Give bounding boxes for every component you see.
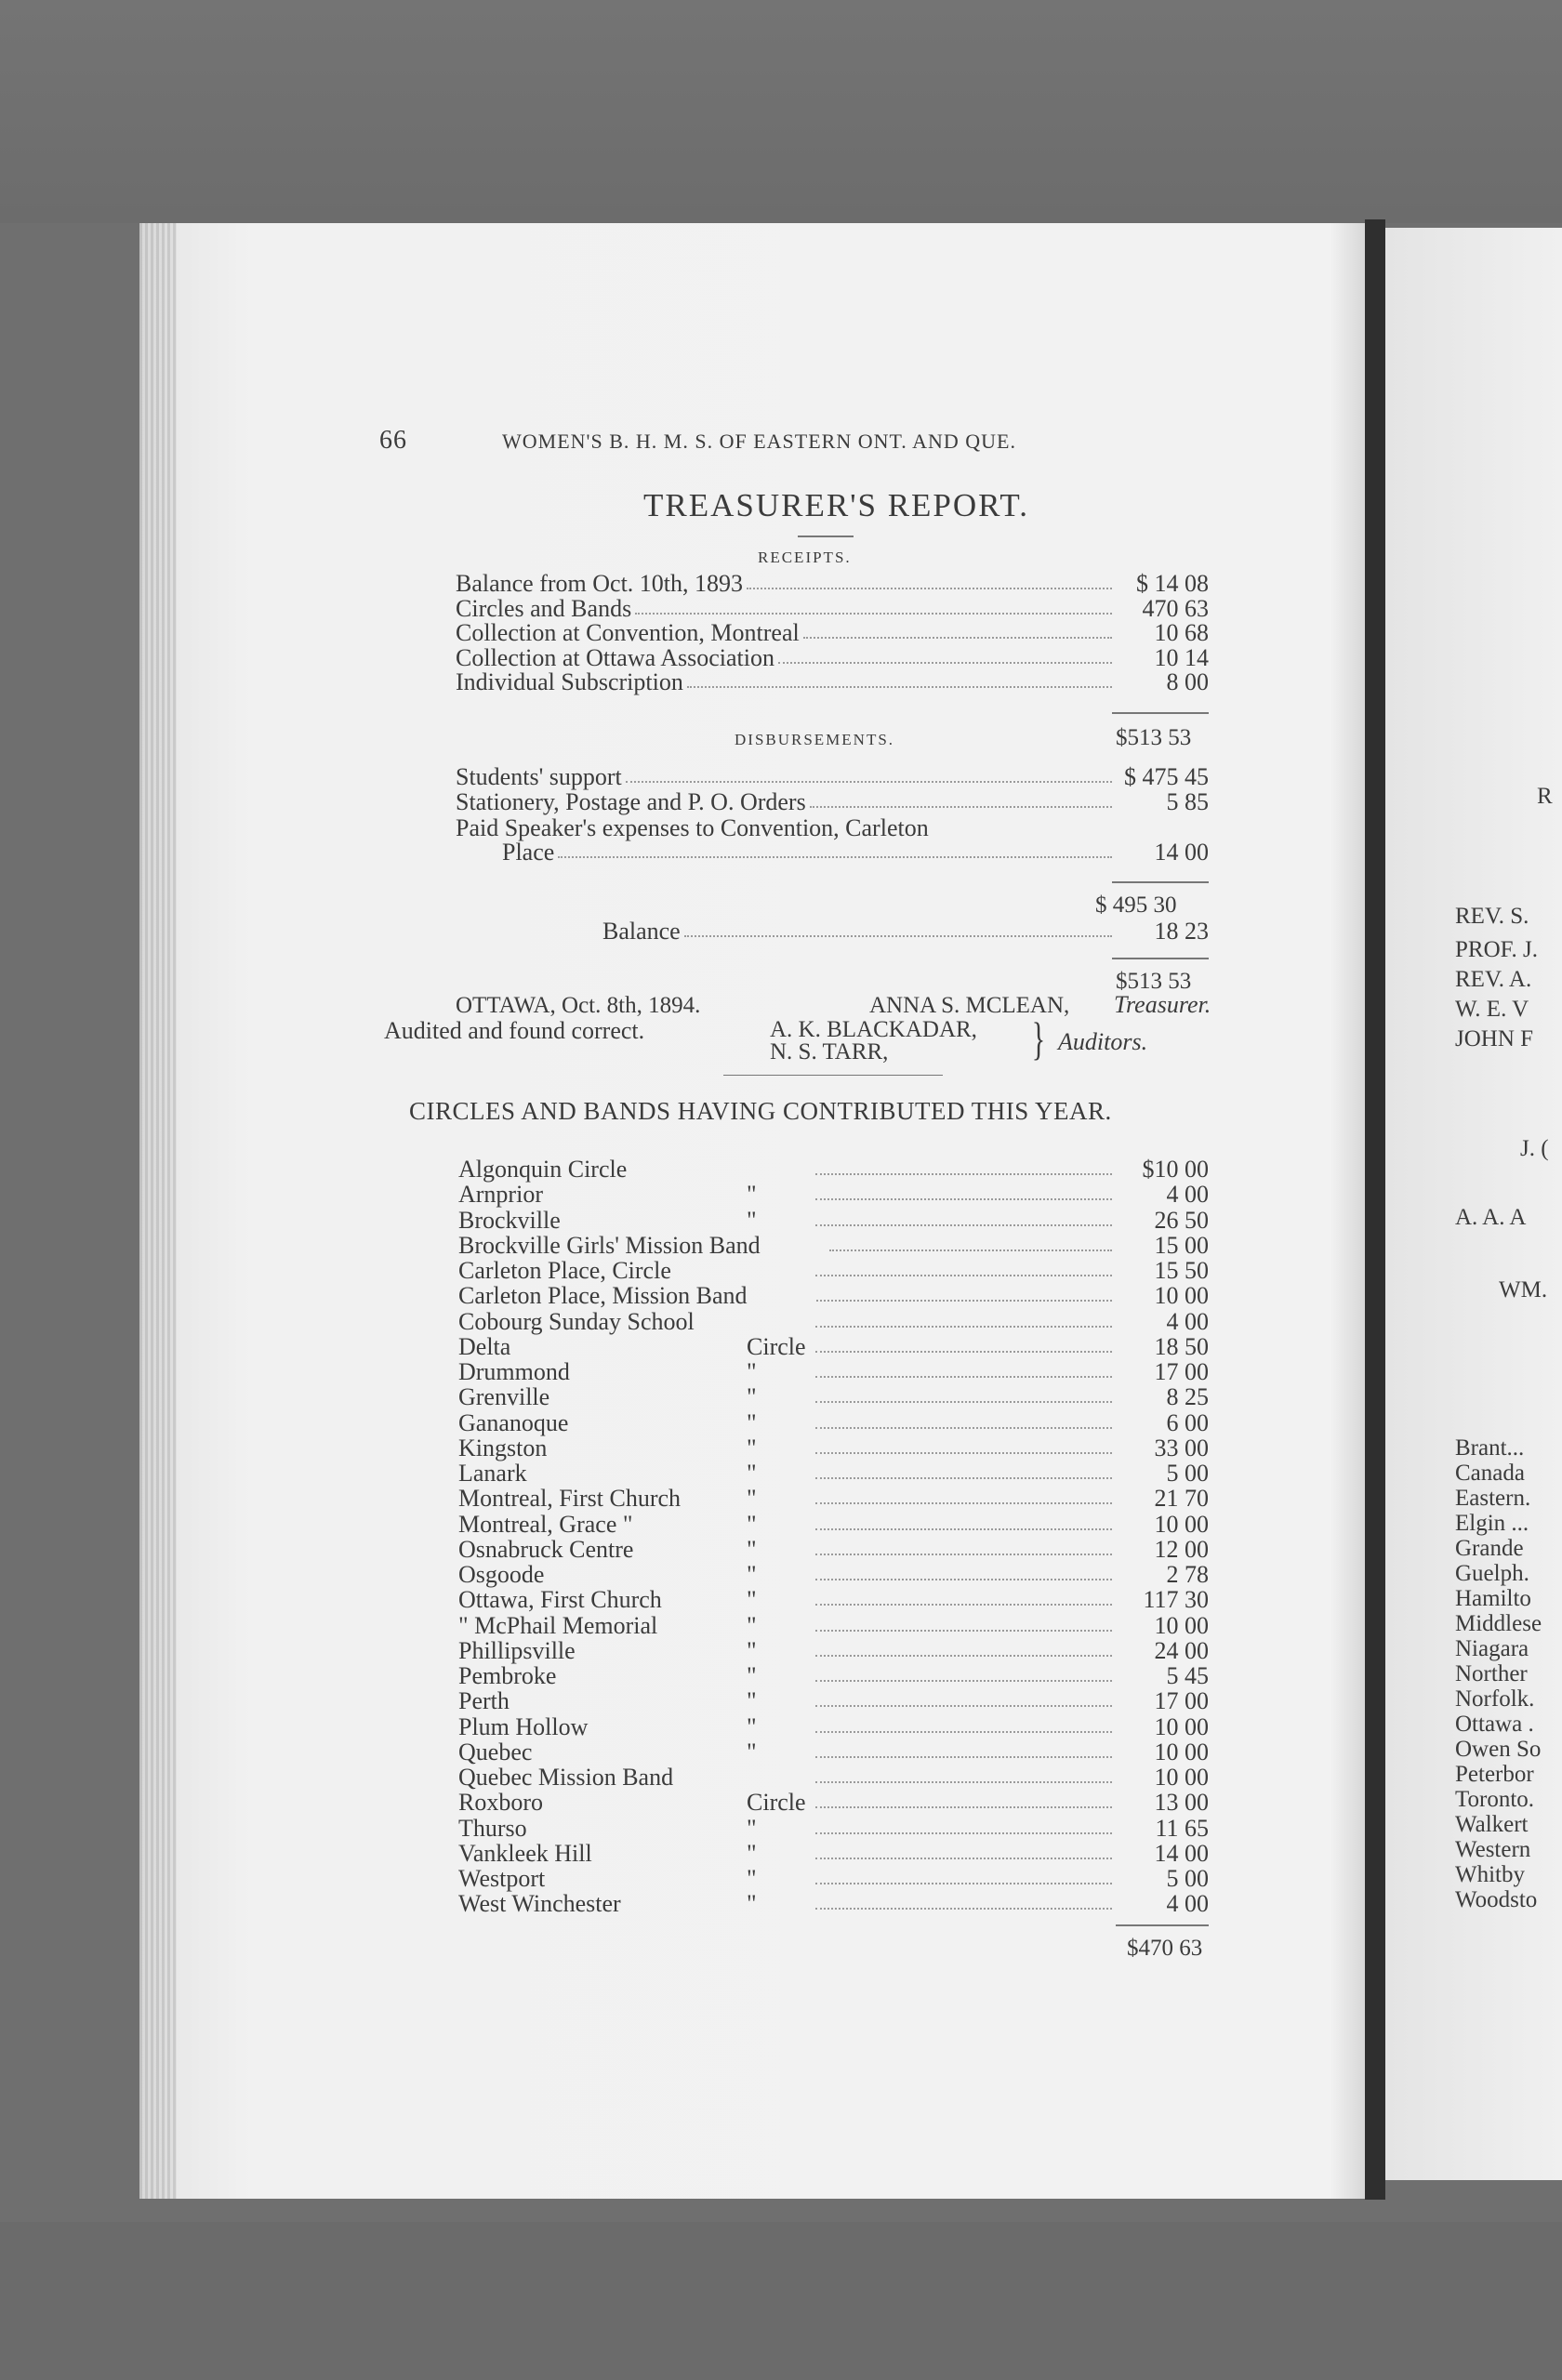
circle-type: " (747, 1839, 757, 1867)
receipts-total: $513 53 (1116, 725, 1192, 750)
circle-row (458, 1208, 1209, 1233)
circle-amount: 15 00 (1154, 1231, 1209, 1259)
leader-dots (558, 840, 1112, 858)
circle-row (458, 1739, 1209, 1765)
treasurer-title: Treasurer. (1114, 991, 1211, 1018)
circle-row (458, 1891, 1209, 1916)
leader-dots (815, 1841, 1112, 1859)
leader-dots (626, 764, 1112, 783)
right-list-item: Guelph. (1455, 1561, 1529, 1586)
leader-dots (815, 1309, 1112, 1328)
circle-row (458, 1613, 1209, 1638)
circle-row (458, 1765, 1209, 1790)
leader-dots (815, 1816, 1112, 1834)
right-list-item: Grande (1455, 1536, 1524, 1561)
circle-type: Circle (747, 1332, 806, 1360)
right-upper-2: PROF. J. (1455, 937, 1539, 962)
circle-name: Gananoque (458, 1408, 569, 1436)
leader-dots (815, 1384, 1112, 1403)
circle-type: " (747, 1485, 757, 1513)
circle-type: " (747, 1408, 757, 1436)
circle-name: Brockville Girls' Mission Band (458, 1231, 761, 1259)
leader-dots (635, 596, 1112, 615)
right-upper-r: R (1537, 784, 1553, 809)
circle-amount: 13 00 (1154, 1789, 1209, 1817)
right-upper-5: JOHN F (1455, 1026, 1534, 1051)
right-upper-6: J. ( (1520, 1136, 1549, 1161)
circle-amount: 12 00 (1154, 1535, 1209, 1563)
circle-amount: $10 00 (1142, 1156, 1209, 1183)
ledger-row (456, 669, 1209, 694)
leader-dots (816, 1283, 1112, 1302)
leader-dots (815, 1714, 1112, 1733)
leader-dots (815, 1512, 1112, 1530)
right-list-item: Norther (1455, 1661, 1528, 1686)
balance-label: Balance (602, 918, 681, 945)
leader-dots (815, 1688, 1112, 1707)
disb-sum-rule (1112, 881, 1209, 883)
leader-dots (684, 919, 1112, 937)
ledger-label: Stationery, Postage and P. O. Orders (456, 788, 806, 815)
leader-dots (778, 645, 1112, 664)
circle-row (458, 1384, 1209, 1409)
treasurer-name: ANNA S. MCLEAN, (869, 993, 1070, 1018)
auditor-2: N. S. TARR, (770, 1039, 889, 1064)
circle-type: " (747, 1535, 757, 1563)
ledger-row (456, 645, 1209, 670)
leader-dots (815, 1435, 1112, 1454)
leader-dots (815, 1208, 1112, 1226)
running-title: WOMEN'S B. H. M. S. OF EASTERN ONT. AND QUE. (502, 430, 1016, 453)
circle-amount: 11 65 (1155, 1814, 1209, 1842)
circle-type: " (747, 1865, 757, 1892)
book-gutter (1365, 219, 1385, 2200)
ledger-label: Individual Subscription (456, 668, 683, 695)
ledger-amount: 10 14 (1154, 643, 1209, 671)
right-list-item: Canada (1455, 1461, 1525, 1486)
circle-amount: 4 00 (1166, 1890, 1209, 1918)
circle-name: Brockville (458, 1206, 561, 1234)
leader-dots (815, 1765, 1112, 1783)
ledger-label: Collection at Ottawa Association (456, 643, 774, 671)
circle-type (747, 1157, 812, 1182)
circle-name: Montreal, Grace " (458, 1510, 633, 1538)
circle-name: Grenville (458, 1383, 550, 1411)
circle-row (458, 1663, 1209, 1688)
circle-type: " (747, 1814, 757, 1842)
leader-dots (815, 1587, 1112, 1606)
right-upper-8: WM. (1499, 1277, 1548, 1302)
circle-row (458, 1486, 1209, 1511)
right-upper-4: W. E. V (1455, 997, 1529, 1022)
circle-name: Cobourg Sunday School (458, 1307, 695, 1335)
circle-name: Algonquin Circle (458, 1156, 628, 1183)
ledger-label: Balance from Oct. 10th, 1893 (456, 570, 744, 597)
circle-name: Pembroke (458, 1662, 557, 1689)
circle-amount: 15 50 (1154, 1257, 1209, 1284)
circle-name: Thurso (458, 1814, 527, 1842)
circle-name: Perth (458, 1687, 510, 1715)
leader-dots (815, 1410, 1112, 1429)
circle-amount: 10 00 (1154, 1282, 1209, 1310)
circle-row (458, 1714, 1209, 1739)
leader-dots (815, 1258, 1112, 1276)
circle-row (458, 1512, 1209, 1537)
circle-name: Quebec Mission Band (458, 1764, 674, 1791)
circle-amount: 4 00 (1166, 1181, 1209, 1209)
circle-name: Kingston (458, 1434, 548, 1461)
audited-text: Audited and found correct. (384, 1017, 645, 1044)
right-list-item: Norfolk. (1455, 1686, 1535, 1712)
leader-dots (815, 1486, 1112, 1504)
circle-amount: 33 00 (1154, 1434, 1209, 1461)
scan-background-bottom (0, 2222, 1562, 2380)
circle-amount: 5 00 (1166, 1865, 1209, 1892)
grand-sum-rule (1112, 958, 1209, 959)
speaker-place: Place (502, 839, 555, 866)
circle-amount: 10 00 (1154, 1764, 1209, 1791)
circle-amount: 8 25 (1166, 1383, 1209, 1411)
leader-dots (815, 1613, 1112, 1632)
right-list-item: Owen So (1455, 1737, 1542, 1762)
circle-row (458, 1157, 1209, 1182)
circle-row (458, 1435, 1209, 1461)
circle-amount: 10 00 (1154, 1611, 1209, 1639)
circles-sum-rule (1116, 1924, 1209, 1926)
leader-dots (815, 1790, 1112, 1808)
scan-background-top (0, 0, 1562, 223)
page-edge-stack (139, 223, 177, 2199)
circle-name: Quebec (458, 1738, 533, 1765)
circle-type (747, 1309, 812, 1334)
circle-row (458, 1410, 1209, 1435)
ledger-row (456, 571, 1209, 596)
ledger-row (456, 789, 1209, 814)
circle-type: " (747, 1738, 757, 1765)
right-upper-7: A. A. A (1455, 1205, 1527, 1230)
auditors-label: Auditors. (1058, 1028, 1148, 1055)
ledger-amount: $ 475 45 (1124, 763, 1209, 790)
circle-name: Lanark (458, 1460, 527, 1487)
circle-amount: 5 00 (1166, 1460, 1209, 1487)
right-list-item: Ottawa . (1455, 1712, 1534, 1737)
leader-dots (815, 1537, 1112, 1555)
circle-type: " (747, 1460, 757, 1487)
circle-amount: 24 00 (1154, 1636, 1209, 1664)
ledger-row (456, 596, 1209, 621)
circle-amount: 14 00 (1154, 1839, 1209, 1867)
receipts-heading: RECEIPTS. (758, 549, 852, 566)
leader-dots (815, 1359, 1112, 1378)
place-date: OTTAWA, Oct. 8th, 1894. (456, 993, 701, 1018)
right-list-item: Niagara (1455, 1636, 1529, 1661)
circle-name: West Winchester (458, 1890, 621, 1918)
ledger-amount: 10 68 (1154, 619, 1209, 646)
receipts-sum-rule (1112, 712, 1209, 714)
auditor-1: A. K. BLACKADAR, (770, 1017, 977, 1042)
circles-total: $470 63 (1127, 1936, 1203, 1961)
right-list-item: Peterbor (1455, 1762, 1534, 1787)
right-list-item: Western (1455, 1837, 1531, 1862)
report-title: TREASURER'S REPORT. (643, 487, 1029, 523)
section-rule (723, 1075, 943, 1076)
circle-type: " (747, 1181, 757, 1209)
circle-type: " (747, 1687, 757, 1715)
ledger-label: Students' support (456, 763, 622, 790)
circles-heading: CIRCLES AND BANDS HAVING CONTRIBUTED THIS YEAR. (409, 1097, 1112, 1125)
circle-row (458, 1258, 1209, 1283)
right-list-item: Woodsto (1455, 1887, 1538, 1912)
circle-type: " (747, 1383, 757, 1411)
circle-name: Montreal, First Church (458, 1485, 682, 1513)
circle-row (458, 1359, 1209, 1384)
circle-name: Phillipsville (458, 1636, 576, 1664)
circle-row (458, 1233, 1209, 1258)
circle-row (458, 1638, 1209, 1663)
title-rule (798, 536, 854, 537)
disbursements-heading: DISBURSEMENTS. (735, 731, 895, 748)
circle-row (458, 1587, 1209, 1612)
circle-name: Carleton Place, Mission Band (458, 1282, 748, 1310)
circle-name: " McPhail Memorial (458, 1611, 658, 1639)
right-list-item: Brant... (1455, 1435, 1525, 1461)
right-list-item: Hamilto (1455, 1586, 1531, 1611)
circle-amount: 4 00 (1166, 1307, 1209, 1335)
circle-amount: 17 00 (1154, 1358, 1209, 1385)
circle-name: Westport (458, 1865, 546, 1892)
circle-row (458, 1688, 1209, 1713)
right-list-item: Toronto. (1455, 1787, 1535, 1812)
ledger-label: Circles and Bands (456, 594, 632, 622)
leader-dots (815, 1891, 1112, 1910)
circle-row (458, 1309, 1209, 1334)
circle-name: Osnabruck Centre (458, 1535, 634, 1563)
ledger-amount: 470 63 (1142, 594, 1209, 622)
page-number: 66 (379, 426, 407, 455)
circle-row (458, 1334, 1209, 1359)
circle-amount: 18 50 (1154, 1332, 1209, 1360)
balance-row (602, 919, 1209, 944)
right-list-item: Walkert (1455, 1812, 1529, 1837)
circle-type (747, 1765, 812, 1790)
circle-type: " (747, 1586, 757, 1614)
circle-type: " (747, 1358, 757, 1385)
speaker-amount: 14 00 (1154, 839, 1209, 866)
leader-dots (815, 1562, 1112, 1580)
leader-dots (815, 1739, 1112, 1758)
speaker-line-1: Paid Speaker's expenses to Convention, Carleton (456, 814, 929, 841)
leader-dots (815, 1461, 1112, 1479)
circle-amount: 2 78 (1166, 1561, 1209, 1588)
circle-type: " (747, 1611, 757, 1639)
circle-name: Roxboro (458, 1789, 543, 1817)
circle-type: " (747, 1890, 757, 1918)
circle-amount: 21 70 (1154, 1485, 1209, 1513)
circle-name: Plum Hollow (458, 1712, 589, 1740)
circle-row (458, 1283, 1209, 1308)
circle-type: " (747, 1636, 757, 1664)
circle-amount: 5 45 (1166, 1662, 1209, 1689)
grand-total: $513 53 (1116, 969, 1192, 994)
circle-type: " (747, 1662, 757, 1689)
circle-name: Ottawa, First Church (458, 1586, 662, 1614)
right-list-item: Eastern. (1455, 1486, 1531, 1511)
leader-dots (815, 1638, 1112, 1657)
circle-amount: 17 00 (1154, 1687, 1209, 1715)
circle-amount: 10 00 (1154, 1510, 1209, 1538)
circle-row (458, 1182, 1209, 1207)
circle-type: " (747, 1434, 757, 1461)
leader-dots (815, 1157, 1112, 1175)
circle-type: " (747, 1510, 757, 1538)
right-upper-3: REV. A. (1455, 967, 1532, 992)
circle-amount: 117 30 (1143, 1586, 1209, 1614)
circle-type: " (747, 1561, 757, 1588)
leader-dots (810, 789, 1112, 808)
right-upper-1: REV. S. (1455, 904, 1529, 929)
leader-dots (829, 1233, 1112, 1251)
circle-row (458, 1461, 1209, 1486)
circle-type: " (747, 1206, 757, 1234)
circle-amount: 10 00 (1154, 1712, 1209, 1740)
circle-type (748, 1283, 813, 1308)
circle-row (458, 1790, 1209, 1815)
circle-type (761, 1233, 826, 1258)
leader-dots (815, 1334, 1112, 1353)
leader-dots (803, 620, 1112, 639)
circle-row (458, 1537, 1209, 1562)
ledger-amount: 8 00 (1166, 668, 1209, 695)
ledger-row (456, 620, 1209, 645)
circle-amount: 26 50 (1154, 1206, 1209, 1234)
ledger-amount: $ 14 08 (1136, 570, 1209, 597)
circle-type: Circle (747, 1789, 806, 1817)
circle-row (458, 1841, 1209, 1866)
right-list-item: Elgin ... (1455, 1511, 1529, 1536)
circle-amount: 10 00 (1154, 1738, 1209, 1765)
circle-name: Delta (458, 1332, 511, 1360)
leader-dots (815, 1182, 1112, 1200)
right-list-item: Middlese (1455, 1611, 1542, 1636)
circle-row (458, 1562, 1209, 1587)
circle-type: " (747, 1712, 757, 1740)
speaker-line-2 (502, 840, 1209, 865)
leader-dots (815, 1866, 1112, 1884)
ledger-amount: 5 85 (1166, 788, 1209, 815)
balance-amount: 18 23 (1154, 918, 1209, 945)
circle-amount: 6 00 (1166, 1408, 1209, 1436)
leader-dots (815, 1663, 1112, 1682)
ledger-row (456, 764, 1209, 789)
auditor-brace: } (1031, 1012, 1046, 1064)
circle-name: Carleton Place, Circle (458, 1257, 671, 1284)
leader-dots (747, 571, 1112, 589)
circle-name: Arnprior (458, 1181, 543, 1209)
disbursements-total: $ 495 30 (1095, 892, 1177, 918)
leader-dots (687, 669, 1112, 688)
right-list-item: Whitby (1455, 1862, 1525, 1887)
circle-type (747, 1258, 812, 1283)
circle-row (458, 1816, 1209, 1841)
ledger-label: Collection at Convention, Montreal (456, 619, 800, 646)
circle-row (458, 1866, 1209, 1891)
circle-name: Vankleek Hill (458, 1839, 592, 1867)
circle-name: Osgoode (458, 1561, 545, 1588)
circle-name: Drummond (458, 1358, 570, 1385)
